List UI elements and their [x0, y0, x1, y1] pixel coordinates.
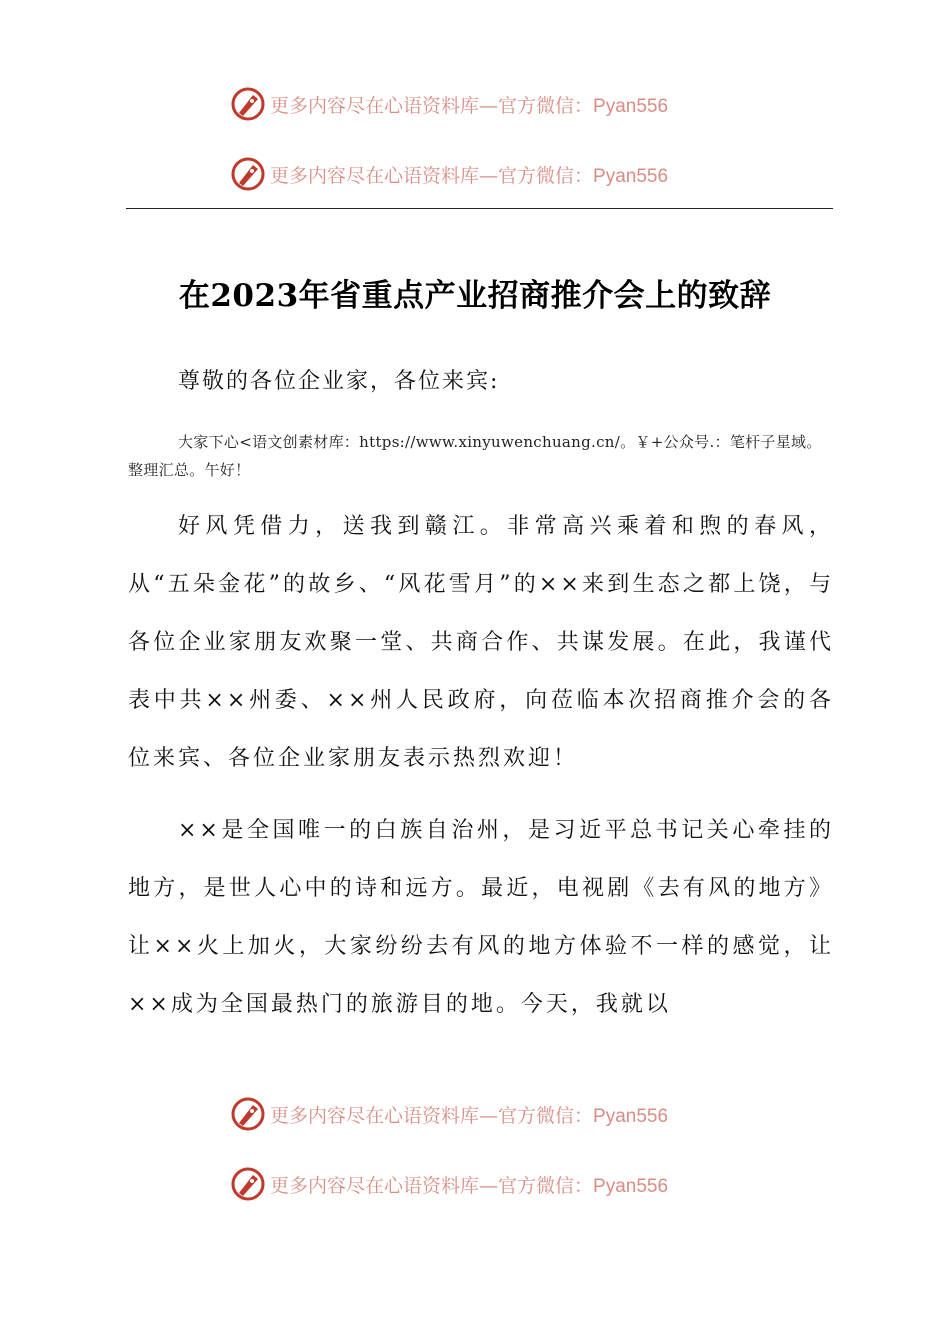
watermark-brand: Pyan556: [593, 1105, 669, 1127]
watermark-brand: Pyan556: [593, 1175, 669, 1197]
watermark-text: 更多内容尽在心语资料库: [270, 1174, 480, 1197]
source-note: 大家下心<语文创素材库：https://www.xinyuwenchuang.cn/。￥+公众号.：笔杆子星域。整理汇总。午好！: [128, 433, 822, 479]
pen-nib-logo-icon: [230, 156, 266, 192]
watermark-brand: Pyan556: [593, 95, 669, 117]
watermark-bottom-2: [230, 1164, 668, 1204]
pen-nib-logo-icon: [230, 86, 266, 122]
document-title: 在2023年省重点产业招商推介会上的致辞: [178, 278, 772, 314]
watermark-bottom-1: [230, 1094, 668, 1134]
watermark-text: 更多内容尽在心语资料库: [270, 94, 480, 117]
watermark-suffix: 官方微信：: [498, 1104, 594, 1127]
watermark-text: 更多内容尽在心语资料库: [270, 164, 480, 187]
watermark-suffix: 官方微信：: [498, 94, 594, 117]
watermark-separator: —: [479, 1104, 499, 1127]
watermark-suffix: 官方微信：: [498, 164, 594, 187]
watermark-separator: —: [479, 1174, 499, 1197]
header-rule: [126, 208, 833, 209]
watermark-separator: —: [479, 164, 499, 187]
watermark-separator: —: [479, 94, 499, 117]
pen-nib-logo-icon: [230, 1096, 266, 1132]
pen-nib-logo-icon: [230, 1166, 266, 1202]
watermark-top-2: [230, 154, 668, 194]
watermark-top-1: [230, 84, 668, 124]
watermark-text: 更多内容尽在心语资料库: [270, 1104, 480, 1127]
paragraph-2: ××是全国唯一的白族自治州，是习近平总书记关心牵挂的地方，是世人心中的诗和远方。最近，电视剧《去有风的地方》让××火上加火，大家纷纷去有风的地方体验不一样的感觉，让××成为全国最热门的旅游目的地。今天，我就以: [128, 818, 834, 1017]
watermark-suffix: 官方微信：: [498, 1174, 594, 1197]
paragraph-1: 好风凭借力，送我到赣江。非常高兴乘着和煦的春风，从“五朵金花”的故乡、“风花雪月”的××来到生态之都上饶，与各位企业家朋友欢聚一堂、共商合作、共谋发展。在此，我谨代表中共××州委、××州人民政府，向莅临本次招商推介会的各位来宾、各位企业家朋友表示热烈欢迎！: [128, 514, 834, 771]
watermark-brand: Pyan556: [593, 165, 669, 187]
salutation: 尊敬的各位企业家，各位来宾:: [178, 369, 500, 394]
